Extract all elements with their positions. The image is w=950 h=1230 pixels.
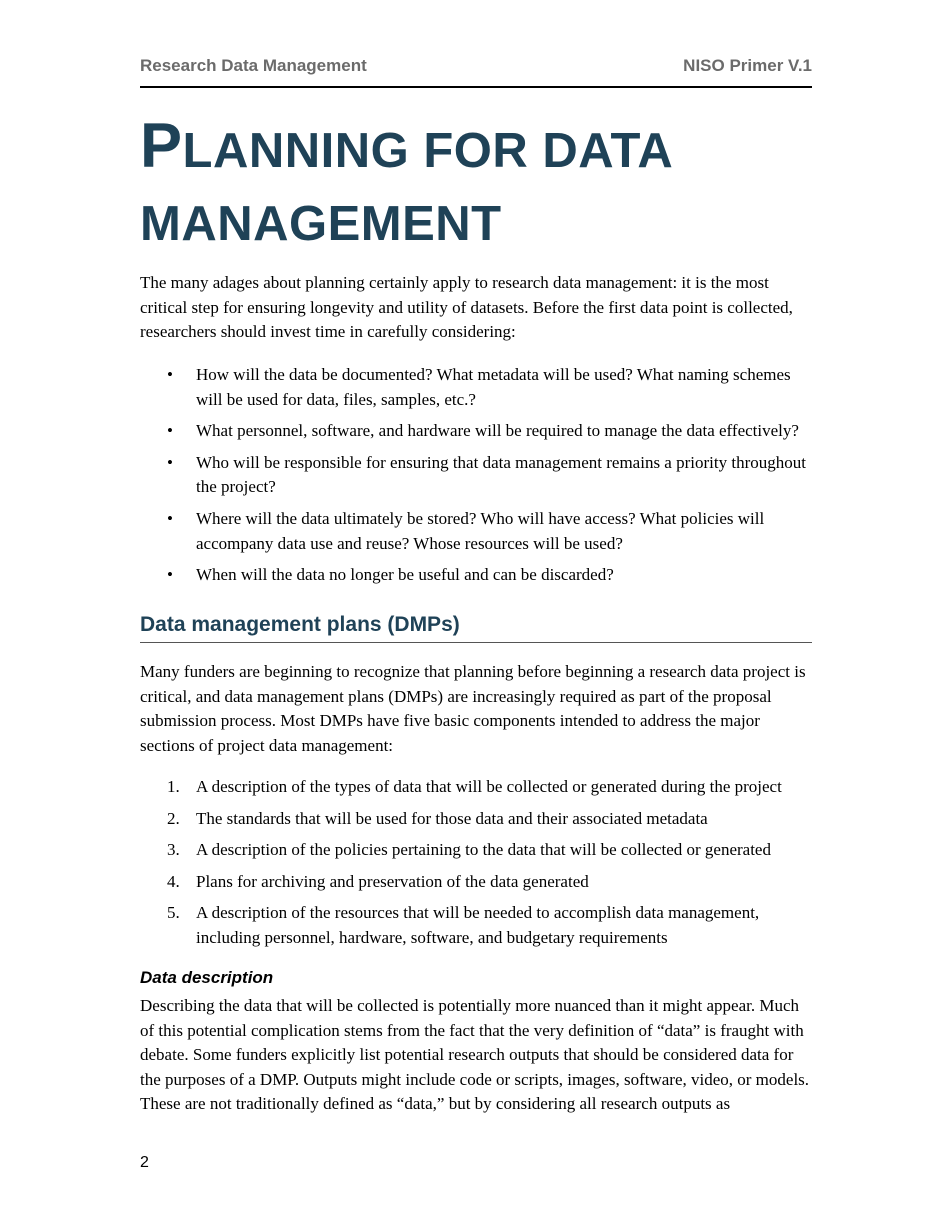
intro-paragraph: The many adages about planning certainly apply to research data management: it is the most critical step for ensuring longevity and utility of datasets. Before the first data point is collected, researchers should invest time in carefully considering: [140,273,793,342]
list-item-text: A description of the resources that will be needed to accomplish data management, including personnel, hardware, software, and budgetary requirements [196,903,760,947]
dmp-components-list [140,775,812,958]
bullet-marker: • [167,421,173,441]
title-line1-rest: LANNING FOR DATA [182,124,674,178]
dmp-paragraph: Many funders are beginning to recognize that planning before beginning a research data project is critical, and data management plans (DMPs) are increasingly required as part of the proposal submission process. Most DMPs have five basic components intended to address the major sections of project data management: [140,662,806,755]
list-item-text: The standards that will be used for those data and their associated metadata [196,808,708,828]
list-item-text: What personnel, software, and hardware will be required to manage the data effectively? [196,421,799,441]
running-header [140,56,812,88]
list-item [140,419,812,444]
list-item [140,451,812,500]
header-left-title: Research Data Management [140,56,367,75]
list-item-text: Where will the data ultimately be stored? Who will have access? What policies will accompany data use and reuse? Whose resources will be used? [196,508,765,553]
list-item-text: A description of the policies pertaining to the data that will be collected or generated [196,840,771,860]
bullet-marker: • [167,565,173,585]
page-number: 2 [140,1154,149,1171]
title-first-letter: P [140,111,183,181]
list-item [140,870,812,895]
list-item-text: Who will be responsible for ensuring that data management remains a priority throughout the project? [196,452,806,497]
subheading-data-description: Data description [140,968,274,987]
list-item-text: A description of the types of data that will be collected or generated during the project [196,777,782,796]
list-item [140,838,812,863]
data-description-paragraph: Describing the data that will be collected is potentially more nuanced than it might appear. Much of this potential complication stems from the fact that the very definition of “data” is fraught with debate. Some funders explicitly list potential research outputs that should be considered data for the purposes of a DMP. Outputs might include code or scripts, images, software, video, or models. These are not traditionally defined as “data,” but by considering all research outputs as [140,996,810,1114]
list-item-text: Plans for archiving and preservation of the data generated [196,871,589,891]
list-item [140,807,812,832]
list-item [140,363,812,412]
bullet-marker: • [167,365,173,384]
bullet-marker: • [167,452,173,472]
list-item [140,563,812,588]
list-item-text: When will the data no longer be useful and can be discarded? [196,565,614,585]
number-marker: 5. [167,903,180,923]
page-title [140,110,812,261]
bullet-marker: • [167,508,173,528]
title-line2: MANAGEMENT [140,197,502,251]
list-item [140,901,812,950]
number-marker: 1. [167,777,180,796]
list-item-text: How will the data be documented? What metadata will be used? What naming schemes will be used for data, files, samples, etc.? [196,365,791,409]
list-item [140,775,812,800]
section-heading-dmps: Data management plans (DMPs) [140,613,812,643]
number-marker: 2. [167,808,180,828]
number-marker: 3. [167,840,180,860]
planning-questions-list [140,363,812,595]
header-right-title: NISO Primer V.1 [683,56,812,75]
number-marker: 4. [167,871,180,891]
list-item [140,507,812,556]
